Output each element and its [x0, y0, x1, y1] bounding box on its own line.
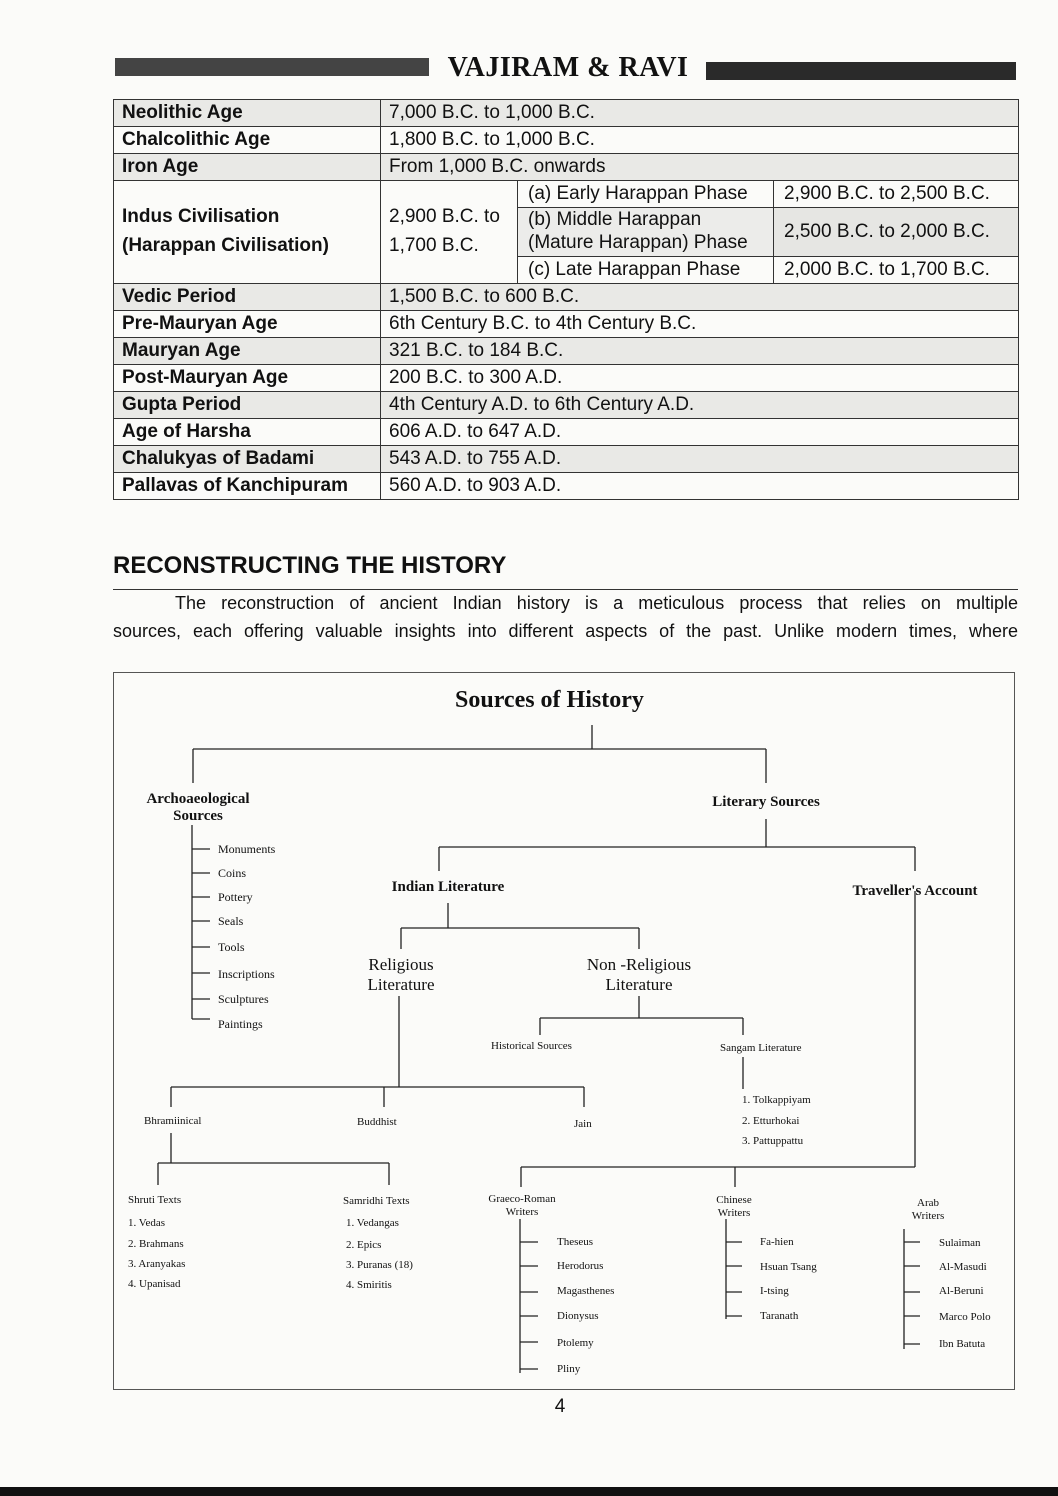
period-cell: 560 A.D. to 903 A.D. — [381, 473, 1019, 500]
section-title: RECONSTRUCTING THE HISTORY — [113, 552, 507, 579]
religious-line2: Literature — [367, 975, 435, 994]
arab-item: Al-Masudi — [939, 1261, 987, 1273]
phase-period-cell: 2,900 B.C. to 2,500 B.C. — [774, 181, 1019, 208]
arab-line2: Writers — [911, 1210, 945, 1222]
graeco-roman-item: Dionysus — [557, 1310, 599, 1322]
period-cell: 606 A.D. to 647 A.D. — [381, 419, 1019, 446]
phase-label-cell — [518, 208, 774, 257]
sangam-item: 2. Etturhokai — [742, 1115, 800, 1127]
graeco-roman-line1: Graeco-Roman — [488, 1193, 556, 1205]
sangam-literature: Sangam Literature — [720, 1042, 802, 1054]
table-row — [114, 154, 1019, 181]
jain: Jain — [574, 1118, 592, 1130]
graeco-roman-writers — [474, 1193, 570, 1219]
age-cell: Mauryan Age — [114, 338, 381, 365]
arab-writers — [890, 1197, 966, 1223]
phase-period-cell: 2,000 B.C. to 1,700 B.C. — [774, 257, 1019, 284]
indus-period-line1: 2,900 B.C. to — [389, 206, 500, 228]
period-cell: 200 B.C. to 300 A.D. — [381, 365, 1019, 392]
section-paragraph — [113, 589, 1018, 645]
shruti-texts: Shruti Texts — [128, 1194, 182, 1206]
indian-literature: Indian Literature — [391, 879, 505, 895]
indus-period-line2: 1,700 B.C. — [389, 235, 479, 256]
smriti-item: 4. Smiritis — [346, 1279, 392, 1291]
arch-item: Monuments — [218, 842, 276, 856]
period-cell: 4th Century A.D. to 6th Century A.D. — [381, 392, 1019, 419]
indus-period-cell — [381, 181, 518, 284]
period-cell: 1,500 B.C. to 600 B.C. — [381, 284, 1019, 311]
table-row — [114, 127, 1019, 154]
page-number: 4 — [554, 1396, 566, 1417]
chinese-item: I-tsing — [760, 1285, 789, 1297]
age-cell: Gupta Period — [114, 392, 381, 419]
chinese-line2: Writers — [717, 1207, 751, 1219]
age-cell: Post-Mauryan Age — [114, 365, 381, 392]
brahminical: Bhramiinical — [144, 1115, 202, 1127]
graeco-roman-item: Magasthenes — [557, 1285, 615, 1297]
age-cell: Iron Age — [114, 154, 381, 181]
period-cell: 7,000 B.C. to 1,000 B.C. — [381, 100, 1019, 127]
smriti-item: 1. Vedangas — [346, 1217, 399, 1229]
age-cell: Neolithic Age — [114, 100, 381, 127]
archaeological-line1: Archoaeological — [146, 791, 250, 807]
chinese-item: Fa-hien — [760, 1236, 794, 1248]
arch-item: Sculptures — [218, 992, 269, 1006]
non-religious-line2: Literature — [605, 975, 673, 994]
smriti-texts: Samridhi Texts — [343, 1195, 410, 1207]
indus-name-line2: (Harappan Civilisation) — [122, 235, 329, 256]
footer-bar — [0, 1487, 1058, 1496]
age-cell: Age of Harsha — [114, 419, 381, 446]
chinese-line1: Chinese — [716, 1194, 752, 1206]
religious-literature — [341, 955, 461, 995]
travellers-account: Traveller's Account — [852, 883, 978, 899]
age-cell: Vedic Period — [114, 284, 381, 311]
shruti-item: 1. Vedas — [128, 1217, 166, 1229]
arch-item: Seals — [218, 914, 244, 928]
literary-sources: Literary Sources — [712, 794, 820, 810]
arab-item: Sulaiman — [939, 1237, 981, 1249]
phase-label-line2: (Mature Harappan) Phase — [528, 232, 748, 253]
age-cell: Pallavas of Kanchipuram — [114, 473, 381, 500]
non-religious-literature — [564, 955, 714, 995]
table-row — [114, 100, 1019, 127]
archaeological-line2: Sources — [173, 808, 223, 824]
phase-label-line1: (b) Middle Harappan — [528, 209, 702, 231]
table-row — [114, 338, 1019, 365]
phase-label-cell: (a) Early Harappan Phase — [518, 181, 774, 208]
phase-label-cell: (c) Late Harappan Phase — [518, 257, 774, 284]
smriti-item: 3. Puranas (18) — [346, 1259, 413, 1271]
table-row — [114, 311, 1019, 338]
arch-item: Inscriptions — [218, 967, 275, 981]
arab-item: Marco Polo — [939, 1311, 991, 1323]
chinese-item: Hsuan Tsang — [760, 1261, 817, 1273]
table-row — [114, 181, 1019, 208]
periods-table — [113, 99, 1019, 500]
chinese-writers — [694, 1194, 774, 1220]
indus-name-line1: Indus Civilisation — [122, 206, 280, 228]
period-cell: 1,800 B.C. to 1,000 B.C. — [381, 127, 1019, 154]
arch-item: Tools — [218, 940, 245, 954]
graeco-roman-item: Herodorus — [557, 1260, 604, 1272]
table-row — [114, 473, 1019, 500]
smriti-item: 2. Epics — [346, 1239, 382, 1251]
table-row — [114, 419, 1019, 446]
period-cell: 543 A.D. to 755 A.D. — [381, 446, 1019, 473]
table-row — [114, 365, 1019, 392]
period-cell: 321 B.C. to 184 B.C. — [381, 338, 1019, 365]
table-row — [114, 392, 1019, 419]
sources-diagram — [113, 672, 1015, 1390]
diagram-title: Sources of History — [455, 687, 644, 713]
arch-item: Coins — [218, 866, 247, 880]
age-cell: Chalcolithic Age — [114, 127, 381, 154]
archaeological-sources — [128, 791, 268, 825]
arab-line1: Arab — [917, 1197, 939, 1209]
buddhist: Buddhist — [357, 1116, 397, 1128]
graeco-roman-item: Theseus — [557, 1236, 594, 1248]
period-cell: 6th Century B.C. to 4th Century B.C. — [381, 311, 1019, 338]
historical-sources: Historical Sources — [491, 1040, 572, 1052]
table-row — [114, 446, 1019, 473]
shruti-item: 4. Upanisad — [128, 1278, 181, 1290]
phase-period-cell: 2,500 B.C. to 2,000 B.C. — [774, 208, 1019, 257]
religious-line1: Religious — [368, 955, 434, 974]
period-cell: From 1,000 B.C. onwards — [381, 154, 1019, 181]
graeco-roman-item: Ptolemy — [557, 1337, 594, 1349]
shruti-item: 3. Aranyakas — [128, 1258, 186, 1270]
chinese-item: Taranath — [760, 1310, 799, 1322]
arch-item: Pottery — [218, 890, 253, 904]
arch-item: Paintings — [218, 1017, 263, 1031]
indus-name-cell — [114, 181, 381, 284]
shruti-item: 2. Brahmans — [128, 1238, 184, 1250]
non-religious-line1: Non -Religious — [586, 955, 692, 974]
age-cell: Pre-Mauryan Age — [114, 311, 381, 338]
header-left-bar — [115, 58, 429, 76]
paragraph-line2: sources, each offering valuable insights into different aspects of the past. Unlike modern times, where — [113, 621, 1018, 641]
age-cell: Chalukyas of Badami — [114, 446, 381, 473]
table-row — [114, 284, 1019, 311]
arab-item: Ibn Batuta — [939, 1338, 986, 1350]
paragraph-line1: The reconstruction of ancient Indian history is a meticulous process that relies on multiple — [175, 593, 1018, 613]
arab-item: Al-Beruni — [939, 1285, 984, 1297]
graeco-roman-line2: Writers — [505, 1206, 539, 1218]
graeco-roman-item: Pliny — [557, 1363, 581, 1375]
sangam-item: 3. Pattuppattu — [742, 1135, 804, 1147]
sangam-item: 1. Tolkappiyam — [742, 1094, 811, 1106]
header-title: VAJIRAM & RAVI — [447, 52, 689, 83]
header-right-bar — [706, 62, 1016, 80]
